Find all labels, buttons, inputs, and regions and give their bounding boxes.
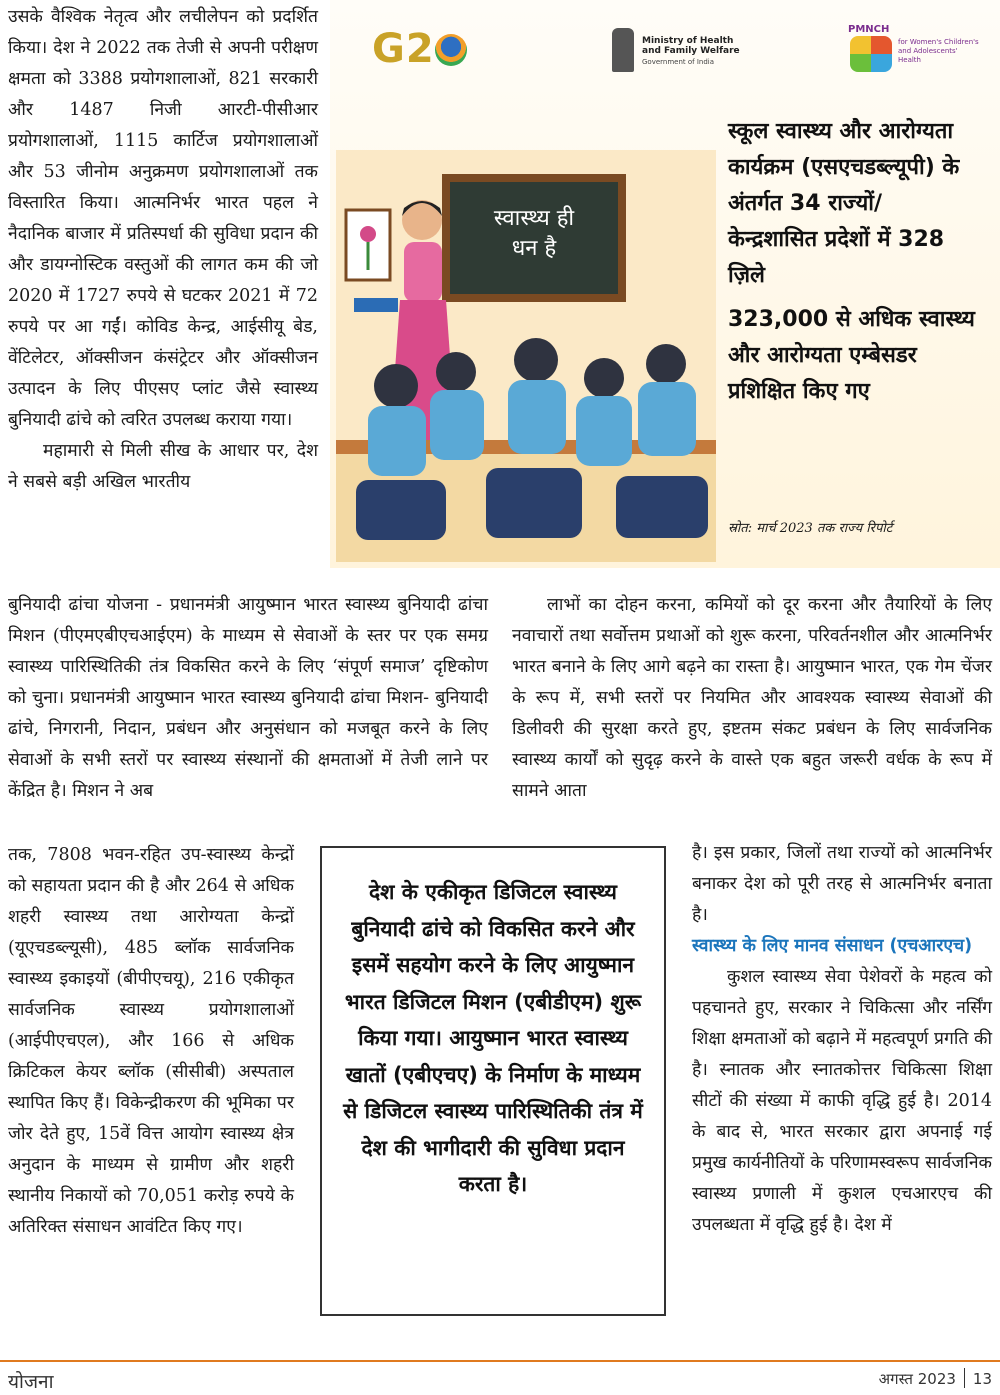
pmnch-tagline — [898, 38, 982, 65]
pmnch-name: PMNCH — [848, 24, 890, 35]
ministry-logo — [612, 24, 752, 84]
paragraph-hrh: कुशल स्वास्थ्य सेवा पेशेवरों के महत्व को पहचानते हुए, सरकार ने चिकित्सा और नर्सिंग शिक्षा क्षमताओं को बढ़ाने में महत्वपूर्ण प्रगति की है। स्नातक और स्नातकोत्तर चिकित्सा शिक्षा सीटों की संख्या में काफी वृद्धि हुई है। 2014 के बाद से, भारत सरकार द्वारा अपनाई गई प्रमुख कार्यनीतियों के परिणामस्वरूप सार्वजनिक स्वास्थ्य प्रणाली में कुशल एचआरएच की उपलब्धता में वृद्धि हुई है। देश में — [692, 967, 992, 1235]
paragraph-ayushman: लाभों का दोहन करना, कमियों को दूर करना और तैयारियों के लिए नवाचारों तथा सर्वोत्तम प्रथाओं को शुरू करना, परिवर्तनशील और आत्मनिर्भर भारत बनाने के लिए आगे बढ़ने का रास्ता है। आयुष्मान भारत, एक गेम चेंजर के रूप में, सभी स्तरों पर नियमित और आवश्यक स्वास्थ्य सेवाओं की डिलीवरी की सुरक्षा करते हुए, इष्टतम संकट प्रबंधन के लिए सार्वजनिक स्वास्थ्य कार्यों को सुदृढ़ करने के वास्ते एक बहुत जरूरी वर्धक के रूप में सामने आता — [512, 595, 992, 801]
column-right-bottom — [692, 838, 992, 1241]
g20-lotus-icon — [435, 34, 467, 66]
page-number: 13 — [972, 1370, 992, 1388]
page-footer — [0, 1360, 1000, 1395]
blackboard-line-2: धन है — [511, 236, 557, 261]
stat-school-program: स्कूल स्वास्थ्य और आरोग्यता कार्यक्रम (एसएचडब्ल्यूपी) के अंतर्गत 34 राज्यों/ केन्द्रशासित प्रदेशों में 328 ज़िले — [728, 119, 960, 288]
children-icon — [850, 36, 892, 72]
column-left-top — [8, 2, 318, 498]
column-left-middle — [8, 590, 488, 807]
stat-ambassadors: 323,000 से अधिक स्वास्थ्य और आरोग्यता एम्बेसडर प्रशिक्षित किए गए — [728, 307, 975, 404]
pmnch-logo — [842, 18, 982, 82]
column-left-bottom — [8, 840, 294, 1243]
program-stats — [728, 114, 978, 410]
ministry-title: Ministry of Health and Family Welfare — [642, 36, 740, 56]
classroom-illustration — [336, 150, 716, 562]
section-heading-hrh: स्वास्थ्य के लिए मानव संसाधन (एचआरएच) — [692, 936, 973, 956]
paragraph-pmabhim: बुनियादी ढांचा योजना - प्रधानमंत्री आयुष्मान भारत स्वास्थ्य बुनियादी ढांचा मिशन (पीएमएबीएचआईएम) के माध्यम से सेवाओं के स्तर पर एक समग्र स्वास्थ्य पारिस्थितिकी तंत्र विकसित करने के लिए ‘संपूर्ण समाज’ दृष्टिकोण को चुना। प्रधानमंत्री आयुष्मान भारत स्वास्थ्य बुनियादी ढांचा मिशन- बुनियादी ढांचे, निगरानी, निदान, प्रबंधन और अनुसंधान को मजबूत करने के लिए सेवाओं के सभी स्तरों पर स्वास्थ्य संस्थानों की क्षमताओं में तेजी लाने पर केंद्रित है। मिशन ने अब — [8, 595, 488, 801]
callout-text: देश के एकीकृत डिजिटल स्वास्थ्य बुनियादी ढांचे को विकसित करने और इसमें सहयोग करने के लिए आयुष्मान भारत डिजिटल मिशन (एबीडीएम) शुरू किया गया। आयुष्मान भारत स्वास्थ्य खातों (एबीएचए) के निर्माण के माध्यम से डिजिटल स्वास्थ्य पारिस्थितिकी तंत्र में देश की भागीदारी की सुविधा प्रदान करता है। — [343, 880, 643, 1196]
ministry-subtitle: Government of India — [642, 58, 715, 66]
column-right-top — [512, 590, 992, 807]
paragraph-lessons: महामारी से मिली सीख के आधार पर, देश ने सबसे बड़ी अखिल भारतीय — [8, 441, 318, 492]
paragraph-centres: तक, 7808 भवन-रहित उप-स्वास्थ्य केन्द्रों को सहायता प्रदान की है और 264 से अधिक शहरी स्वास्थ्य तथा आरोग्यता केन्द्रों (यूएचडब्ल्यूसी), 485 ब्लॉक सार्वजनिक स्वास्थ्य इकाइयों (बीपीएचयू), 216 एकीकृत सार्वजनिक स्वास्थ्य प्रयोगशालाओं (आईपीएचएल), और 166 से अधिक क्रिटिकल केयर ब्लॉक (सीसीबी) अस्पताल स्थापित किए हैं। विकेन्द्रीकरण की भूमिका पर जोर देते हुए, 15वें वित्त आयोग स्वास्थ्य क्षेत्र अनुदान के माध्यम से ग्रामीण और शहरी स्थानीय निकायों को 70,051 करोड़ रुपये के अतिरिक्त संसाधन आवंटित किए गए। — [8, 845, 294, 1237]
issue-date: अगस्त 2023 — [878, 1370, 956, 1388]
pmnch-tag: Women's Children's and Adolescents' Health — [898, 38, 979, 64]
abdm-callout-box — [320, 846, 666, 1316]
g20-logo — [372, 26, 467, 72]
footer-separator — [964, 1368, 965, 1388]
national-emblem-icon — [612, 28, 634, 72]
logo-strip — [350, 18, 990, 88]
footer-issue — [879, 1368, 992, 1389]
stats-source: स्रोत: मार्च 2023 तक राज्य रिपोर्ट — [728, 521, 893, 536]
paragraph-testing-capacity: उसके वैश्विक नेतृत्व और लचीलेपन को प्रदर्शित किया। देश ने 2022 तक तेजी से अपनी परीक्षण क्षमता को 3388 प्रयोगशालाओं, 821 सरकारी और 1487 निजी आरटी-पीसीआर प्रयोगशालाओं, 1115 कार्टिज प्रयोगशालाओं और 53 जीनोम अनुक्रमण प्रयोगशालाओं तक विस्तारित किया। आत्मनिर्भर भारत पहल ने नैदानिक बाजार में प्रतिस्पर्धा की सुविधा प्रदान की और डायग्नोस्टिक वस्तुओं की लागत कम की जो 2020 में 1727 रुपये से घटकर 2021 में 72 रुपये पर आ गईं। कोविड केन्द्र, आईसीयू बेड, वेंटिलेटर, ऑक्सीजन कंसंट्रेटर और ऑक्सीजन उत्पादन के लिए पीएसए प्लांट जैसे स्वास्थ्य बुनियादी ढांचे को त्वरित उपलब्ध कराया गया। — [8, 7, 318, 430]
g20-logo-text: G2 — [372, 26, 435, 72]
paragraph-self-reliant: है। इस प्रकार, जिलों तथा राज्यों को आत्मनिर्भर बनाकर देश को पूरी तरह से आत्मनिर्भर बनाता है। — [692, 843, 992, 925]
classroom-illustration-svg — [336, 150, 716, 562]
pmnch-for: for — [898, 38, 908, 46]
magazine-name: योजना — [8, 1371, 54, 1393]
blackboard-line-1: स्वास्थ्य ही — [493, 206, 575, 231]
